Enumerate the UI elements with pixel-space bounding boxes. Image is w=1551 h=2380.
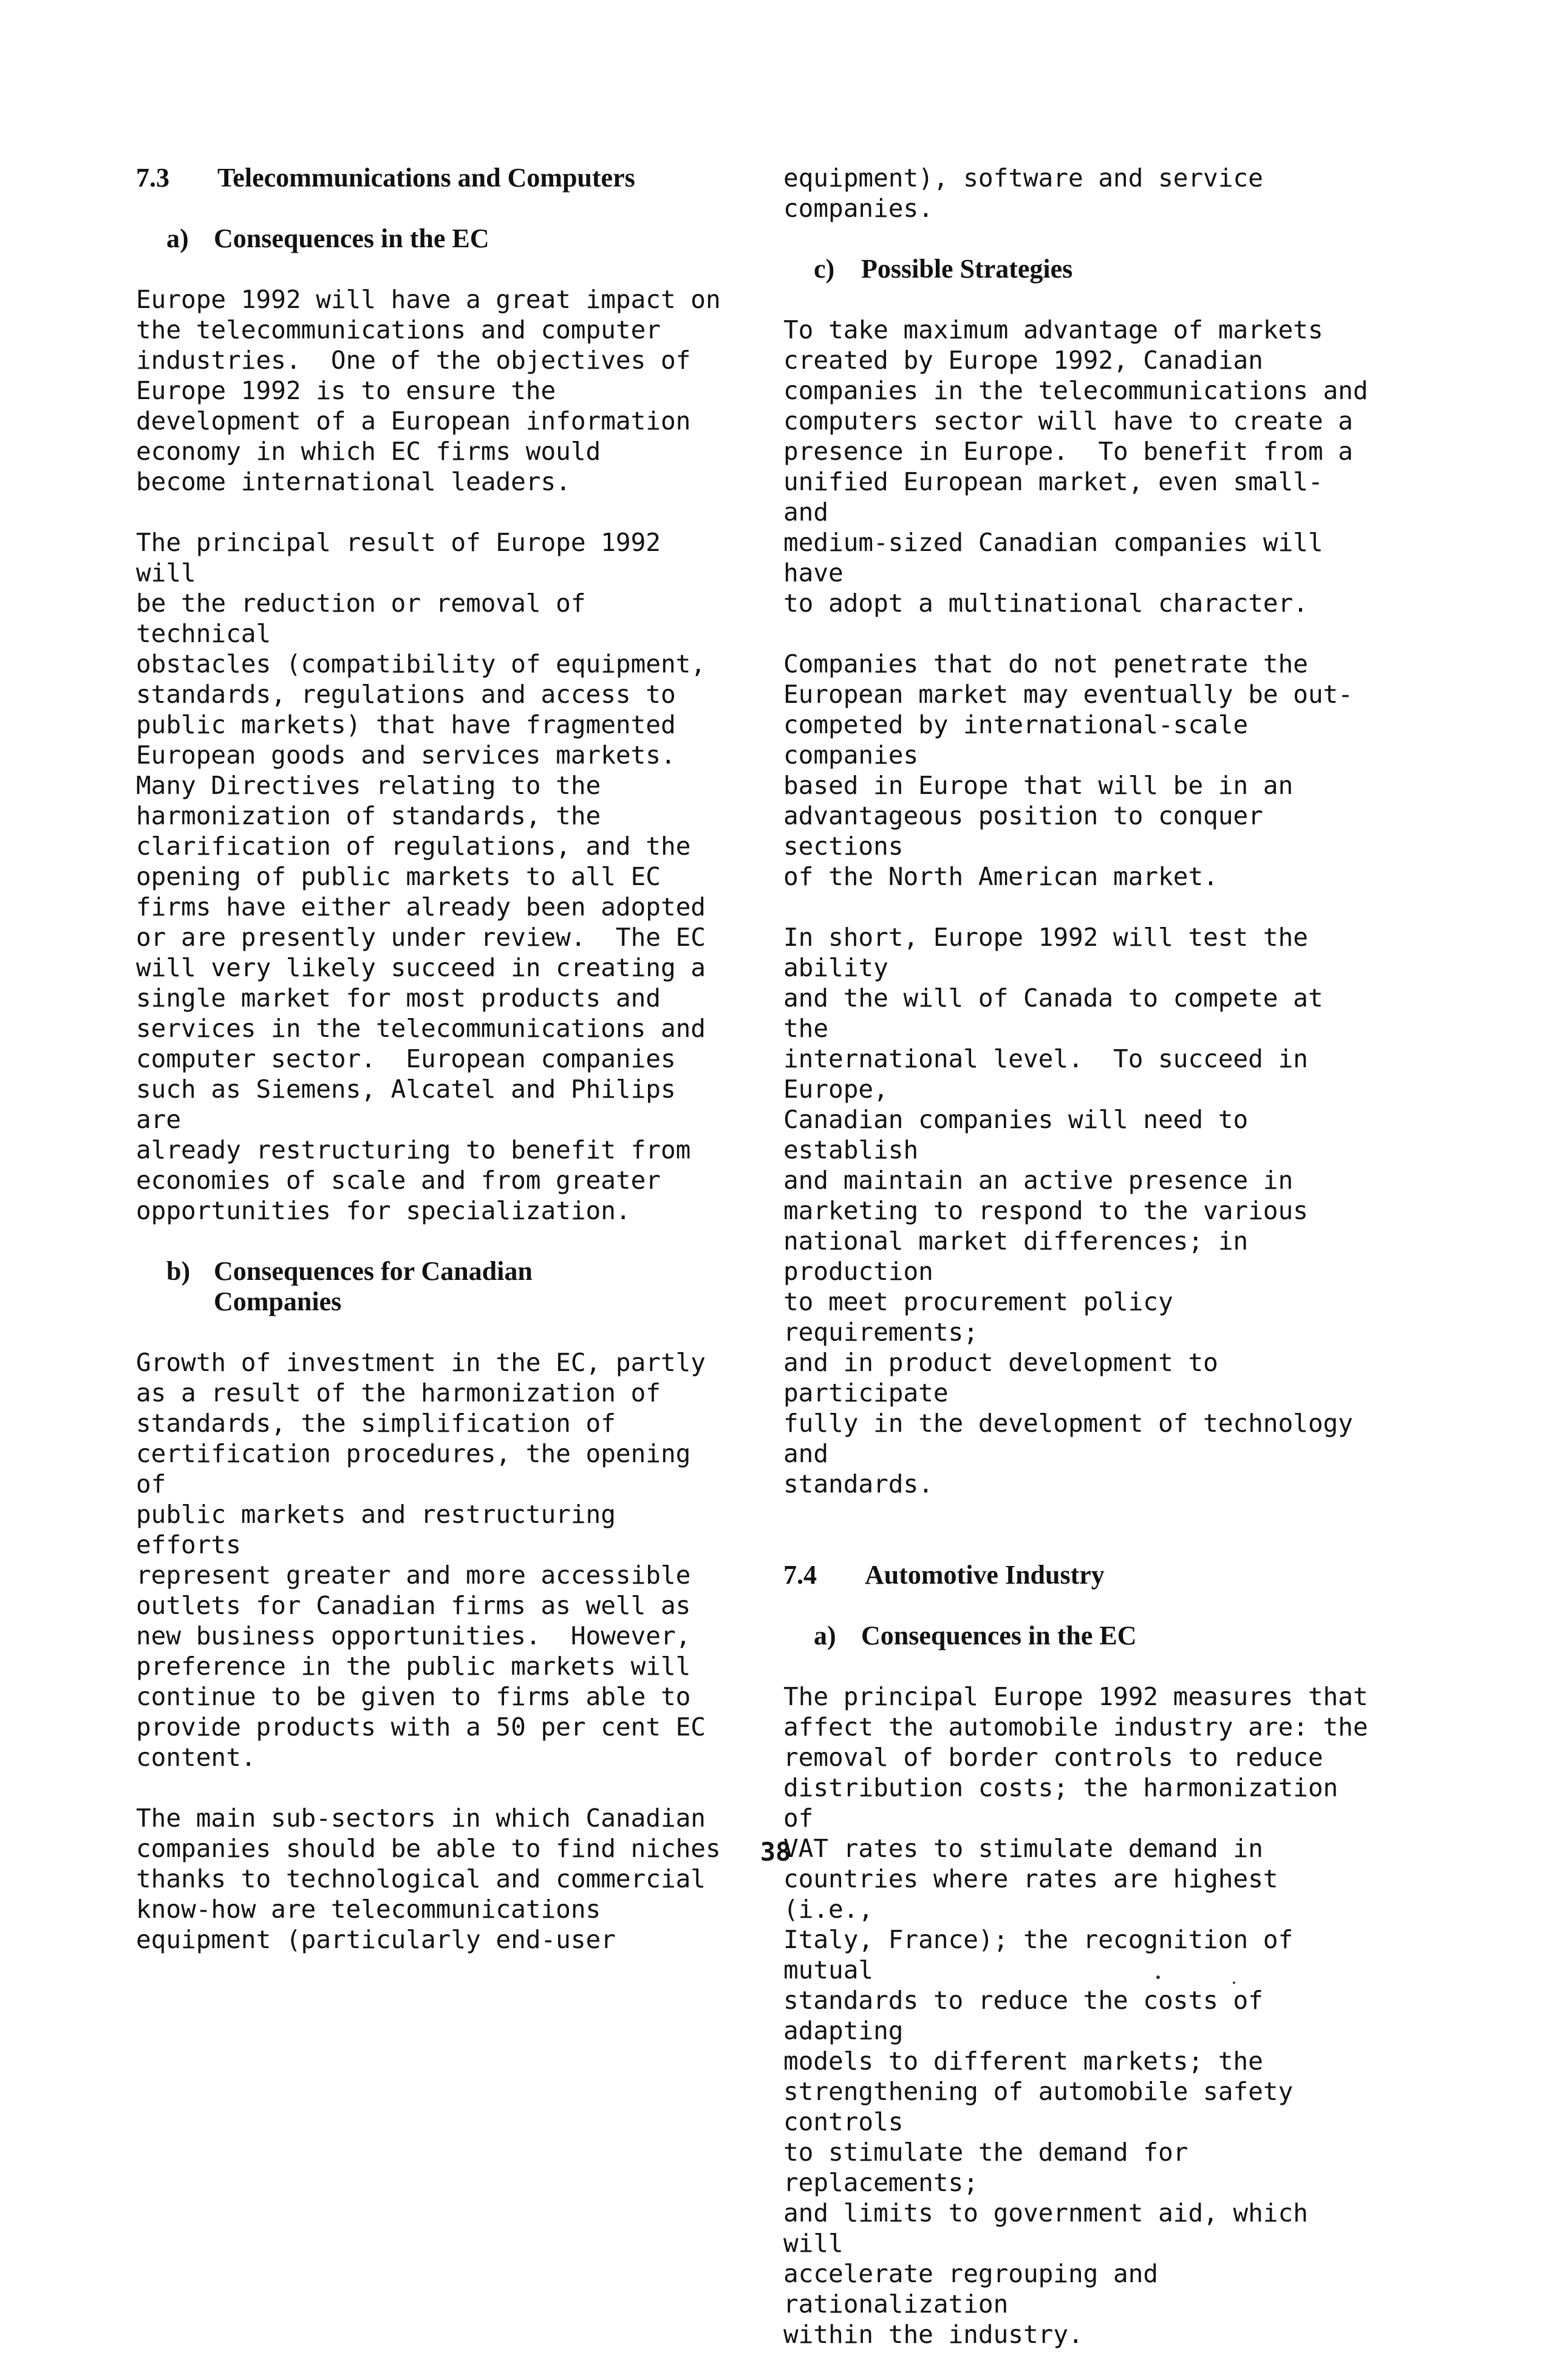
scan-speck: [1233, 1982, 1235, 1984]
section-number: 7.3: [136, 163, 169, 193]
scan-speck: [1156, 1975, 1160, 1979]
page-number: 38: [760, 1837, 791, 1867]
subheading-consequences-ec: [166, 224, 725, 254]
spacer: [783, 1530, 1372, 1560]
section-heading-7-3: [136, 163, 725, 193]
subheading-consequences-canadian: [166, 1256, 725, 1317]
subheading-letter: c): [814, 254, 835, 284]
subheading-consequences-ec-auto: [814, 1621, 1372, 1651]
paragraph-automobile-measures: The principal Europe 1992 measures that affect the automobile industry are: the removal of border controls to reduce distribution costs; the harmonization of VAT rates to stimulate demand in countries where rates are highest (i.e., Italy, France); the recognition of mutual standards to reduce the costs of adapting models to different markets; the strengthening of automobile safety controls to stimulate the demand for replacements; and limits to government aid, which will accelerate regrouping and rationalization within the industry.: [783, 1682, 1368, 2349]
subheading-title: Consequences in the EC: [214, 224, 489, 253]
right-column: [783, 163, 1372, 2380]
subheading-title: Consequences for Canadian Companies: [214, 1256, 533, 1316]
section-title: Telecommunications and Computers: [217, 163, 635, 193]
section-heading-7-4: [783, 1560, 1372, 1590]
section-number: 7.4: [783, 1560, 817, 1590]
subheading-letter: a): [814, 1621, 836, 1650]
paragraph-maximum-advantage: To take maximum advantage of markets created by Europe 1992, Canadian companies in the telecommunications and computers sector will have to create a presence in Europe. To benefit from a unified European market, even small- and medium-sized Canadian companies will have to adopt a multinational character.: [783, 315, 1368, 618]
subheading-letter: b): [166, 1256, 191, 1286]
paragraph-principal-result: The principal result of Europe 1992 will be the reduction or removal of technical obstacles (compatibility of equipment, standards, regulations and access to public markets) that have fragmented European goods and services markets. Many Directives relating to the harmonization of standards, the clarification of regulations, and the opening of public markets to all EC firms have either already been adopted or are presently under review. The EC will very likely succeed in creating a single market for most products and services in the telecommunications and computer sector. European companies such as Siemens, Alcatel and Philips are already restructuring to benefit from economies of scale and from greater opportunities for specialization.: [136, 528, 706, 1225]
paragraph-penetrate: Companies that do not penetrate the European market may eventually be out- competed by international-scale companies based in Europe that will be in an advantageous position to conquer sections of the North American market.: [783, 649, 1353, 891]
subheading-letter: a): [166, 224, 189, 253]
subheading-title: Possible Strategies: [861, 254, 1073, 284]
paragraph-growth-investment: Growth of investment in the EC, partly as a result of the harmonization of standards, the simplification of certification procedures, the opening of public markets and restructuring efforts represent greater and more accessible outlets for Canadian firms as well as new business opportunities. However, preference in the public markets will continue to be given to firms able to provide products with a 50 per cent EC content.: [136, 1348, 706, 1772]
paragraph-impact: Europe 1992 will have a great impact on the telecommunications and computer industries. One of the objectives of Europe 1992 is to ensure the development of a European information economy in which EC firms would become international leaders.: [136, 285, 721, 496]
paragraph-continuation: equipment), software and service companies.: [783, 163, 1263, 223]
paragraph-in-short: In short, Europe 1992 will test the ability and the will of Canada to compete at the international level. To succeed in Europe, Canadian companies will need to establish and maintain an active presence in marketing to respond to the various national market differences; in production to meet procurement policy requirements; and in product development to participate fully in the development of technology and standards.: [783, 923, 1353, 1499]
subheading-title: Consequences in the EC: [861, 1621, 1137, 1650]
section-title: Automotive Industry: [865, 1560, 1105, 1590]
subheading-possible-strategies: [814, 254, 1372, 284]
left-column: [136, 163, 725, 1985]
paragraph-sub-sectors: The main sub-sectors in which Canadian companies should be able to find niches thanks to technological and commercial know-how are telecommunications equipment (particularly end-user: [136, 1804, 721, 1954]
